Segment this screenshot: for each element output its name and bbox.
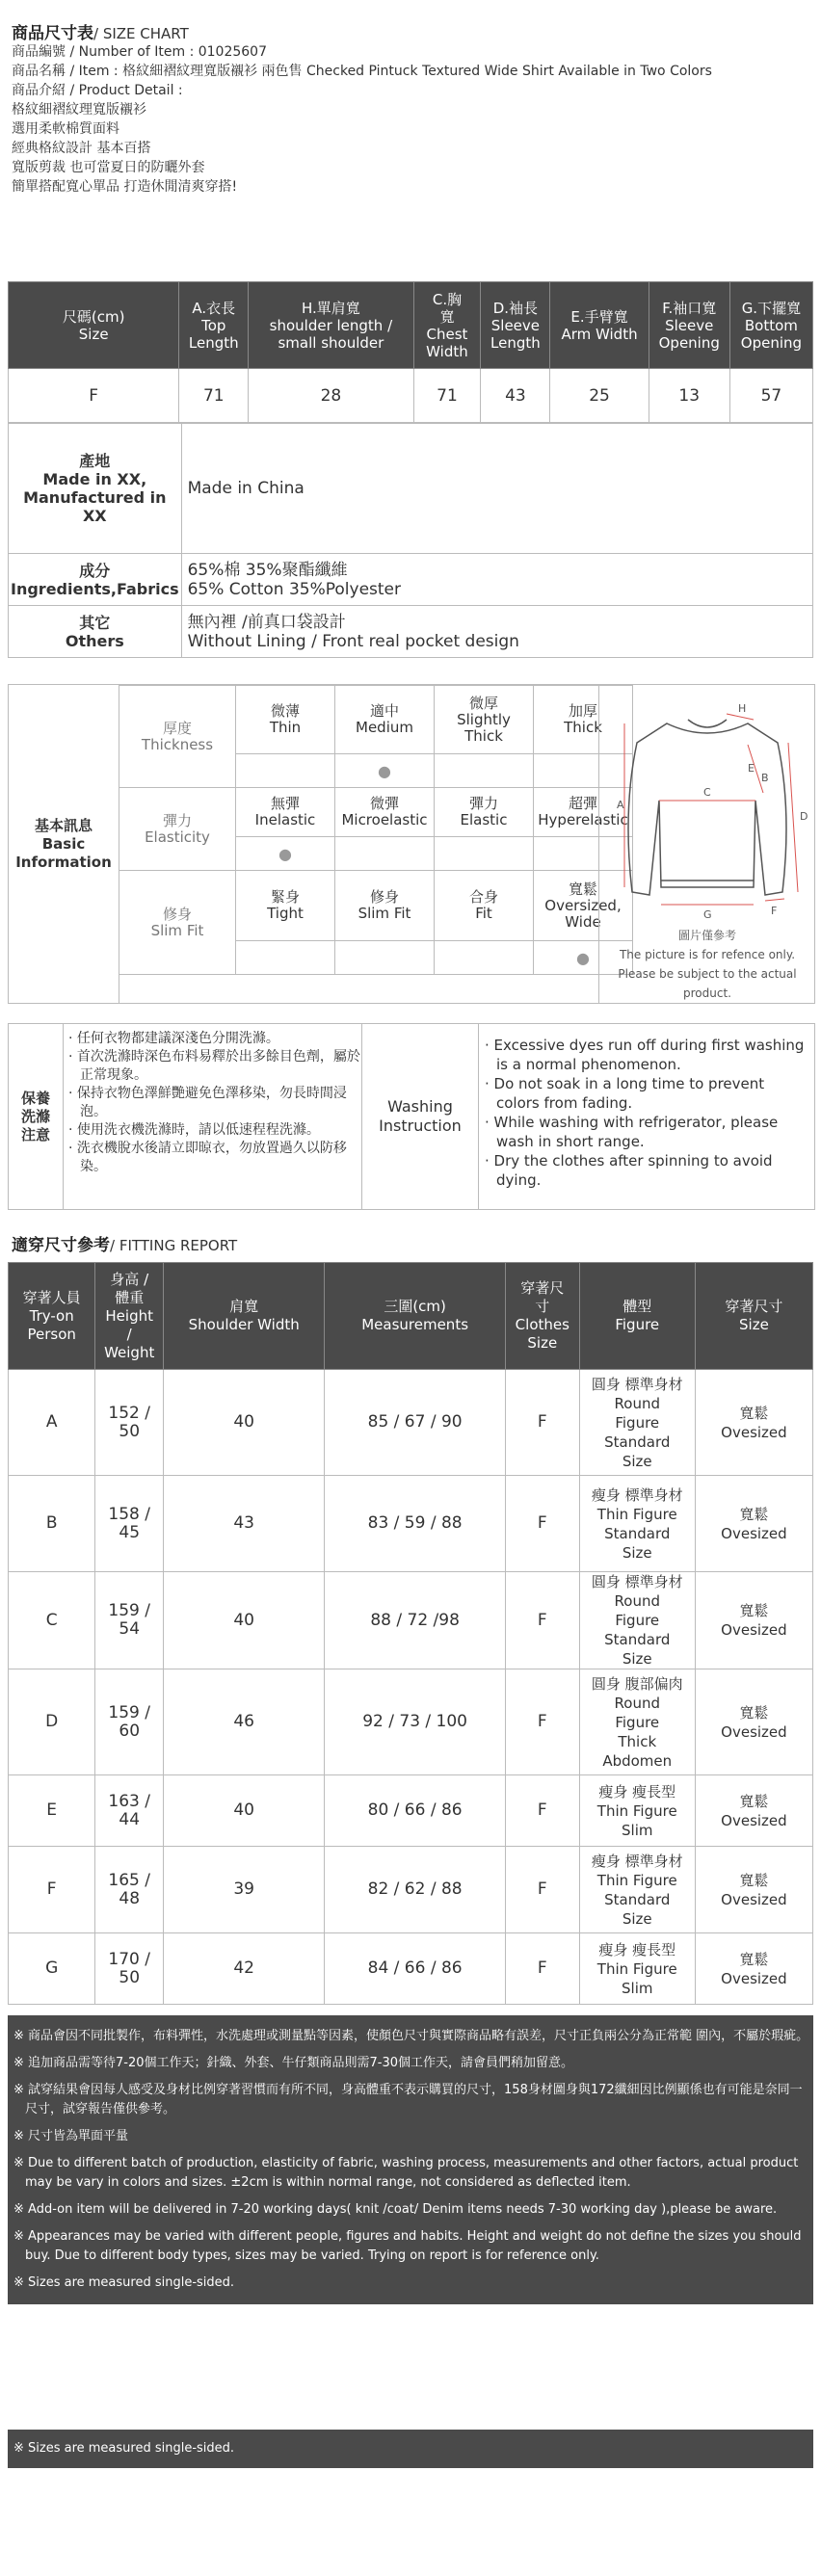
- person-header: 穿著人員 Try-on Person: [9, 1263, 95, 1370]
- fitting-cell: 152 / 50: [95, 1370, 164, 1476]
- size-fit-header: 穿著尺寸 Size: [695, 1263, 812, 1370]
- fitting-cell: B: [9, 1476, 95, 1572]
- figure-header: 體型 Figure: [579, 1263, 695, 1370]
- table-row: [9, 1775, 813, 1847]
- detail-line: 寬版剪裁 也可當夏日的防曬外套: [12, 160, 205, 175]
- size-chart-title-en: / SIZE CHART: [93, 25, 189, 42]
- chest-header: C.胸 寬 Chest Width: [413, 282, 481, 369]
- item-number: 商品編號 / Number of Item : 01025607: [12, 44, 267, 60]
- detail-label: 商品介紹 / Product Detail :: [12, 83, 183, 98]
- fitting-cell: 寬鬆 Ovesized: [695, 1847, 812, 1933]
- diagram-letter: H: [738, 702, 747, 715]
- washing-note: · Do not soak in a long time to prevent colors from fading.: [485, 1075, 765, 1112]
- basic-info-label: 基本訊息 Basic Information: [9, 685, 119, 1003]
- size-chart-title: 商品尺寸表: [12, 24, 93, 43]
- item-name: 商品名稱 / Item : 格紋細褶紋理寬版襯衫 兩色售 Checked Pintuck Textured Wide Shirt Available in Two Colors: [12, 64, 712, 79]
- size-cell: 57: [729, 369, 812, 424]
- diagram-letter: G: [703, 908, 712, 921]
- arm-width-header: E.手臂寬 Arm Width: [550, 282, 649, 369]
- slim-fit-label: 修身 Slim Fit: [119, 871, 236, 975]
- option-marker: [435, 941, 534, 975]
- fitting-cell: 寬鬆 Ovesized: [695, 1669, 812, 1775]
- diagram-letter: D: [800, 810, 808, 823]
- table-row: [9, 1847, 813, 1933]
- sweater-diagram-icon: [599, 685, 815, 926]
- washing-notes-zh: [68, 1030, 361, 1176]
- size-cell: 43: [481, 369, 550, 424]
- option-label: 微彈 Microelastic: [335, 788, 435, 837]
- fitting-cell: 瘦身 標準身材 Thin Figure Standard Size: [579, 1476, 695, 1572]
- option-label: 彈力 Elastic: [435, 788, 534, 837]
- table-row: [9, 1370, 813, 1476]
- fitting-cell: 82 / 62 / 88: [325, 1847, 506, 1933]
- washing-note: · 洗衣機脫水後請立即晾衣，勿放置過久以防移染。: [68, 1141, 347, 1174]
- table-row: [9, 1476, 813, 1572]
- product-intro: [12, 42, 802, 197]
- fitting-cell: 寬鬆 Ovesized: [695, 1476, 812, 1572]
- fitting-cell: 圓身 腹部偏肉 Round Figure Thick Abdomen: [579, 1669, 695, 1775]
- size-table: [8, 281, 813, 424]
- fitting-report-header: [12, 1231, 237, 1255]
- fitting-cell: 寬鬆 Ovesized: [695, 1775, 812, 1847]
- diagram-letter: E: [748, 762, 755, 775]
- fitting-cell: F: [505, 1933, 579, 2005]
- option-marker: [435, 754, 534, 788]
- option-label: 合身 Fit: [435, 871, 534, 941]
- option-label: 加厚 Thick: [534, 686, 633, 754]
- fitting-cell: 159 / 54: [95, 1572, 164, 1669]
- diagram-caption: 圖片僅參考 The picture is for refence only. Please be subject to the actual product.: [618, 929, 797, 1000]
- table-row: [9, 1933, 813, 2005]
- washing-note: · 使用洗衣機洗滌時，請以低速程程洗滌。: [68, 1122, 320, 1138]
- fitting-cell: 39: [164, 1847, 325, 1933]
- note-item: ※ 商品會因不同批製作，布料彈性，水洗處理或測量點等因素，使顏色尺寸與實際商品略有誤差，尺寸正負兩公分為正常範 圍內，不屬於瑕疵。: [13, 2029, 809, 2043]
- note-item: ※ Appearances may be varied with different people, figures and habits. Height and weight do not define the sizes you should buy. Due to different body types, sizes may be varied. Trying on report is for reference only.: [13, 2229, 802, 2263]
- fitting-cell: E: [9, 1775, 95, 1847]
- option-marker: [236, 754, 335, 788]
- fitting-cell: 85 / 67 / 90: [325, 1370, 506, 1476]
- size-cell: F: [9, 369, 179, 424]
- diagram-letter: B: [761, 772, 769, 784]
- fitting-cell: 92 / 73 / 100: [325, 1669, 506, 1775]
- washing-label: 保養 洗滌 注意: [9, 1024, 64, 1209]
- option-label: 寬鬆 Oversized, Wide: [534, 871, 633, 941]
- fitting-cell: A: [9, 1370, 95, 1476]
- fitting-cell: 46: [164, 1669, 325, 1775]
- option-label: 適中 Medium: [335, 686, 435, 754]
- option-label: 微薄 Thin: [236, 686, 335, 754]
- fabric-value: 65%棉 35%聚酯纖維 65% Cotton 35%Polyester: [181, 554, 812, 606]
- fitting-cell: 170 / 50: [95, 1933, 164, 2005]
- fitting-table: [8, 1262, 813, 2005]
- fitting-cell: 40: [164, 1572, 325, 1669]
- fitting-cell: F: [505, 1370, 579, 1476]
- option-marker: [335, 837, 435, 871]
- option-label: 微厚 Slightly Thick: [435, 686, 534, 754]
- fitting-cell: 88 / 72 /98: [325, 1572, 506, 1669]
- elasticity-label: 彈力 Elasticity: [119, 788, 236, 871]
- fitting-cell: 寬鬆 Ovesized: [695, 1572, 812, 1669]
- fitting-cell: 瘦身 標準身材 Thin Figure Standard Size: [579, 1847, 695, 1933]
- footer-note-panel: [8, 2430, 813, 2468]
- diagram-letter: F: [771, 905, 778, 917]
- basic-info-grid: [119, 685, 633, 975]
- fitting-cell: 瘦身 瘦長型 Thin Figure Slim: [579, 1933, 695, 2005]
- garment-diagram: [598, 685, 815, 1003]
- others-label: 其它 Others: [9, 606, 182, 658]
- clothes-size-header: 穿著尺 寸 Clothes Size: [505, 1263, 579, 1370]
- fitting-cell: 40: [164, 1775, 325, 1847]
- detail-line: 格紋細褶紋理寬版襯衫: [12, 102, 146, 118]
- fitting-cell: 158 / 45: [95, 1476, 164, 1572]
- top-length-header: A.衣長 Top Length: [179, 282, 249, 369]
- fitting-cell: D: [9, 1669, 95, 1775]
- fitting-title-en: / FITTING REPORT: [110, 1237, 238, 1254]
- note-item: ※ 追加商品需等待7-20個工作天；針織、外套、牛仔類商品則需7-30個工作天，請會員們稍加留意。: [13, 2056, 574, 2070]
- fitting-cell: 40: [164, 1370, 325, 1476]
- shoulder-header: H.單肩寬 shoulder length / small shoulder: [249, 282, 413, 369]
- option-label: 無彈 Inelastic: [236, 788, 335, 837]
- size-cell: 25: [550, 369, 649, 424]
- fitting-cell: 43: [164, 1476, 325, 1572]
- fitting-cell: F: [9, 1847, 95, 1933]
- note-item: ※ Sizes are measured single-sided.: [13, 2275, 235, 2290]
- fitting-cell: 83 / 59 / 88: [325, 1476, 506, 1572]
- table-row: [9, 1572, 813, 1669]
- size-chart-header: [12, 19, 189, 43]
- fitting-cell: F: [505, 1476, 579, 1572]
- washing-note: · 任何衣物都建議深淺色分開洗滌。: [68, 1031, 279, 1046]
- measurements-header: 三圍(cm) Measurements: [325, 1263, 506, 1370]
- height-weight-header: 身高 / 體重 Height / Weight: [95, 1263, 164, 1370]
- notes-panel: [8, 2015, 813, 2304]
- fitting-cell: 寬鬆 Ovesized: [695, 1933, 812, 2005]
- size-cell: 28: [249, 369, 413, 424]
- basic-info-panel: [8, 684, 815, 1004]
- fitting-cell: 圓身 標準身材 Round Figure Standard Size: [579, 1370, 695, 1476]
- fitting-cell: 42: [164, 1933, 325, 2005]
- sleeve-opening-header: F.袖口寬 Sleeve Opening: [649, 282, 729, 369]
- fitting-cell: F: [505, 1847, 579, 1933]
- fitting-cell: F: [505, 1572, 579, 1669]
- origin-value: Made in China: [181, 423, 812, 554]
- footer-note: ※ Sizes are measured single-sided.: [13, 2441, 235, 2456]
- fitting-cell: C: [9, 1572, 95, 1669]
- size-header: 尺碼(cm) Size: [9, 282, 179, 369]
- table-row: [9, 369, 813, 424]
- option-marker: [236, 941, 335, 975]
- washing-notes-en: [485, 1036, 808, 1190]
- fitting-cell: G: [9, 1933, 95, 2005]
- fitting-cell: 瘦身 瘦長型 Thin Figure Slim: [579, 1775, 695, 1847]
- selected-dot-icon: ●: [534, 941, 633, 975]
- table-row: [9, 1669, 813, 1775]
- selected-dot-icon: ●: [335, 754, 435, 788]
- selected-dot-icon: ●: [236, 837, 335, 871]
- fitting-cell: 84 / 66 / 86: [325, 1933, 506, 2005]
- table-row: [9, 606, 813, 658]
- fitting-cell: 圓身 標準身材 Round Figure Standard Size: [579, 1572, 695, 1669]
- table-row: [9, 423, 813, 554]
- option-label: 超彈 Hyperelastic: [534, 788, 633, 837]
- option-label: 緊身 Tight: [236, 871, 335, 941]
- detail-line: 選用柔軟棉質面料: [12, 121, 119, 137]
- size-cell: 71: [179, 369, 249, 424]
- option-label: 修身 Slim Fit: [335, 871, 435, 941]
- note-item: ※ Due to different batch of production, elasticity of fabric, washing process, measurements and other factors, actual product may be vary in colors and sizes. ±2cm is within normal range, not considered as deflected item.: [13, 2156, 799, 2190]
- washing-note: · 首次洗滌時深色布料易釋於出多餘目色劑，屬於正常現象。: [68, 1049, 360, 1083]
- fitting-cell: 寬鬆 Ovesized: [695, 1370, 812, 1476]
- note-item: ※ 尺寸皆為單面平量: [13, 2129, 129, 2143]
- detail-line: 經典格紋設計 基本百搭: [12, 141, 151, 156]
- option-marker: [435, 837, 534, 871]
- shoulder-width-header: 肩寬 Shoulder Width: [164, 1263, 325, 1370]
- washing-note: · Dry the clothes after spinning to avoid dying.: [485, 1152, 773, 1189]
- size-cell: 13: [649, 369, 729, 424]
- size-cell: 71: [413, 369, 481, 424]
- fitting-cell: 165 / 48: [95, 1847, 164, 1933]
- fitting-cell: F: [505, 1775, 579, 1847]
- others-value: 無內裡 /前真口袋設計 Without Lining / Front real pocket design: [181, 606, 812, 658]
- washing-panel: [8, 1023, 815, 1210]
- thickness-label: 厚度 Thickness: [119, 686, 236, 788]
- fabric-label: 成分 Ingredients,Fabrics: [9, 554, 182, 606]
- note-item: ※ 試穿結果會因每人感受及身材比例穿著習慣而有所不同，身高體重不表示購買的尺寸，158身材圖身與172纖細因比例顯係也有可能是奈同一尺寸，試穿報告僅供參考。: [13, 2083, 803, 2116]
- bottom-opening-header: G.下擺寬 Bottom Opening: [729, 282, 812, 369]
- detail-line: 簡單搭配寬心單品 打造休閒清爽穿搭!: [12, 179, 238, 195]
- sleeve-length-header: D.袖長 Sleeve Length: [481, 282, 550, 369]
- origin-label: 產地 Made in XX, Manufactured in XX: [9, 423, 182, 554]
- fitting-cell: 163 / 44: [95, 1775, 164, 1847]
- option-marker: [335, 941, 435, 975]
- washing-note: · While washing with refrigerator, please wash in short range.: [485, 1114, 779, 1150]
- note-item: ※ Add-on item will be delivered in 7-20 working days( knit /coat/ Denim items needs 7-30 working day ),please be aware.: [13, 2202, 778, 2217]
- diagram-letter: C: [703, 786, 711, 799]
- washing-instruction-title: Washing Instruction: [361, 1024, 479, 1209]
- washing-note: · 保持衣物色澤鮮艷避免色澤移染，勿長時間浸泡。: [68, 1086, 347, 1119]
- table-row: [9, 554, 813, 606]
- fitting-cell: F: [505, 1669, 579, 1775]
- info-table: [8, 422, 813, 658]
- fitting-cell: 80 / 66 / 86: [325, 1775, 506, 1847]
- fitting-cell: 159 / 60: [95, 1669, 164, 1775]
- diagram-letter: A: [617, 799, 624, 811]
- washing-note: · Excessive dyes run off during first washing is a normal phenomenon.: [485, 1037, 805, 1073]
- fitting-title: 適穿尺寸參考: [12, 1236, 110, 1255]
